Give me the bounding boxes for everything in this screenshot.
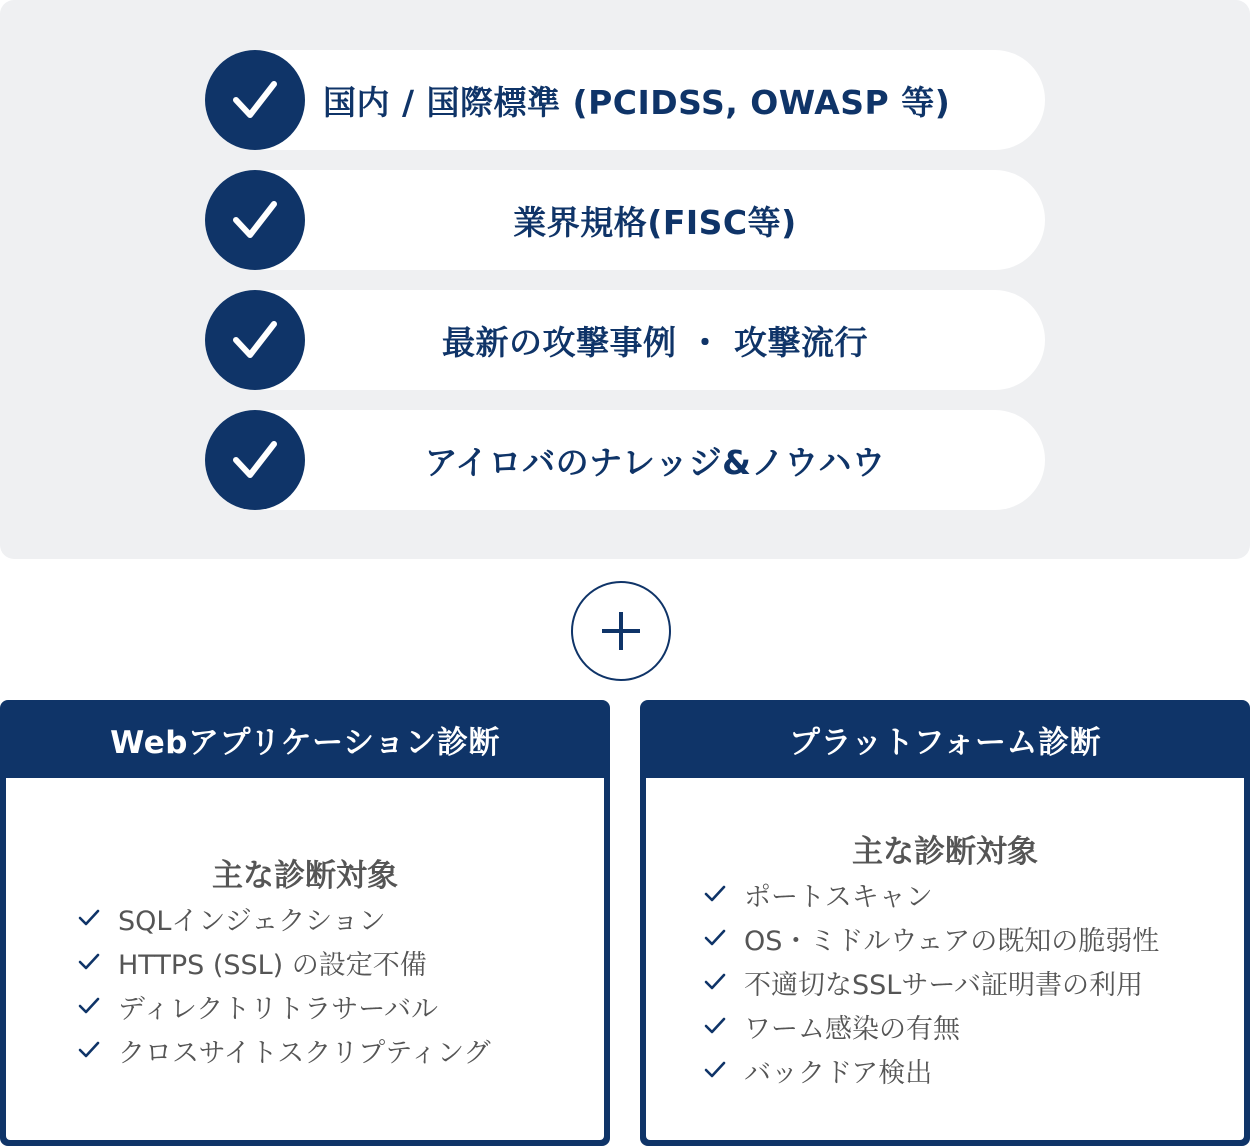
card-subheading: 主な診断対象 — [852, 834, 1038, 870]
target-list — [78, 896, 491, 1072]
check-icon — [205, 410, 305, 510]
small-check-icon — [704, 973, 744, 991]
check-icon — [205, 170, 305, 270]
small-check-icon — [78, 909, 118, 927]
feature-label: アイロバのナレッジ&ノウハウ — [424, 442, 886, 482]
list-item — [704, 1048, 1159, 1092]
list-item — [704, 960, 1159, 1004]
list-item-label: OS・ミドルウェアの既知の脆弱性 — [744, 925, 1160, 957]
card-body — [6, 778, 604, 1140]
card-body — [646, 778, 1244, 1140]
check-icon — [205, 290, 305, 390]
plus-icon — [571, 581, 671, 681]
feature-pill — [205, 170, 1045, 270]
feature-label: 業界規格(FISC等) — [513, 202, 797, 242]
list-item-label: ポートスキャン — [744, 881, 933, 913]
small-check-icon — [704, 885, 744, 903]
small-check-icon — [704, 1061, 744, 1079]
feature-pill — [205, 410, 1045, 510]
check-icon — [205, 50, 305, 150]
list-item-label: HTTPS (SSL) の設定不備 — [118, 949, 427, 981]
card-title: プラットフォーム診断 — [789, 724, 1101, 761]
list-item-label: SQLインジェクション — [118, 905, 386, 937]
list-item-label: ワーム感染の有無 — [744, 1013, 960, 1045]
list-item — [78, 984, 491, 1028]
web-app-diagnosis-card — [0, 700, 610, 1146]
platform-diagnosis-card — [640, 700, 1250, 1146]
feature-pill — [205, 50, 1045, 150]
target-list — [704, 872, 1159, 1092]
small-check-icon — [704, 1017, 744, 1035]
small-check-icon — [704, 929, 744, 947]
feature-pill — [205, 290, 1045, 390]
list-item — [704, 1004, 1159, 1048]
list-item — [78, 1028, 491, 1072]
card-subheading: 主な診断対象 — [212, 858, 398, 894]
small-check-icon — [78, 997, 118, 1015]
list-item-label: バックドア検出 — [744, 1057, 933, 1089]
list-item — [704, 872, 1159, 916]
list-item — [704, 916, 1159, 960]
list-item-label: 不適切なSSLサーバ証明書の利用 — [744, 969, 1143, 1001]
list-item-label: ディレクトリトラサーバル — [118, 993, 438, 1025]
list-item-label: クロスサイトスクリプティング — [118, 1037, 491, 1069]
list-item — [78, 896, 491, 940]
feature-label: 最新の攻撃事例 ・ 攻撃流行 — [442, 322, 868, 362]
card-title: Webアプリケーション診断 — [110, 724, 500, 761]
standards-panel — [0, 0, 1250, 559]
list-item — [78, 940, 491, 984]
feature-label: 国内 / 国際標準 (PCIDSS, OWASP 等) — [323, 82, 951, 122]
small-check-icon — [78, 1041, 118, 1059]
small-check-icon — [78, 953, 118, 971]
